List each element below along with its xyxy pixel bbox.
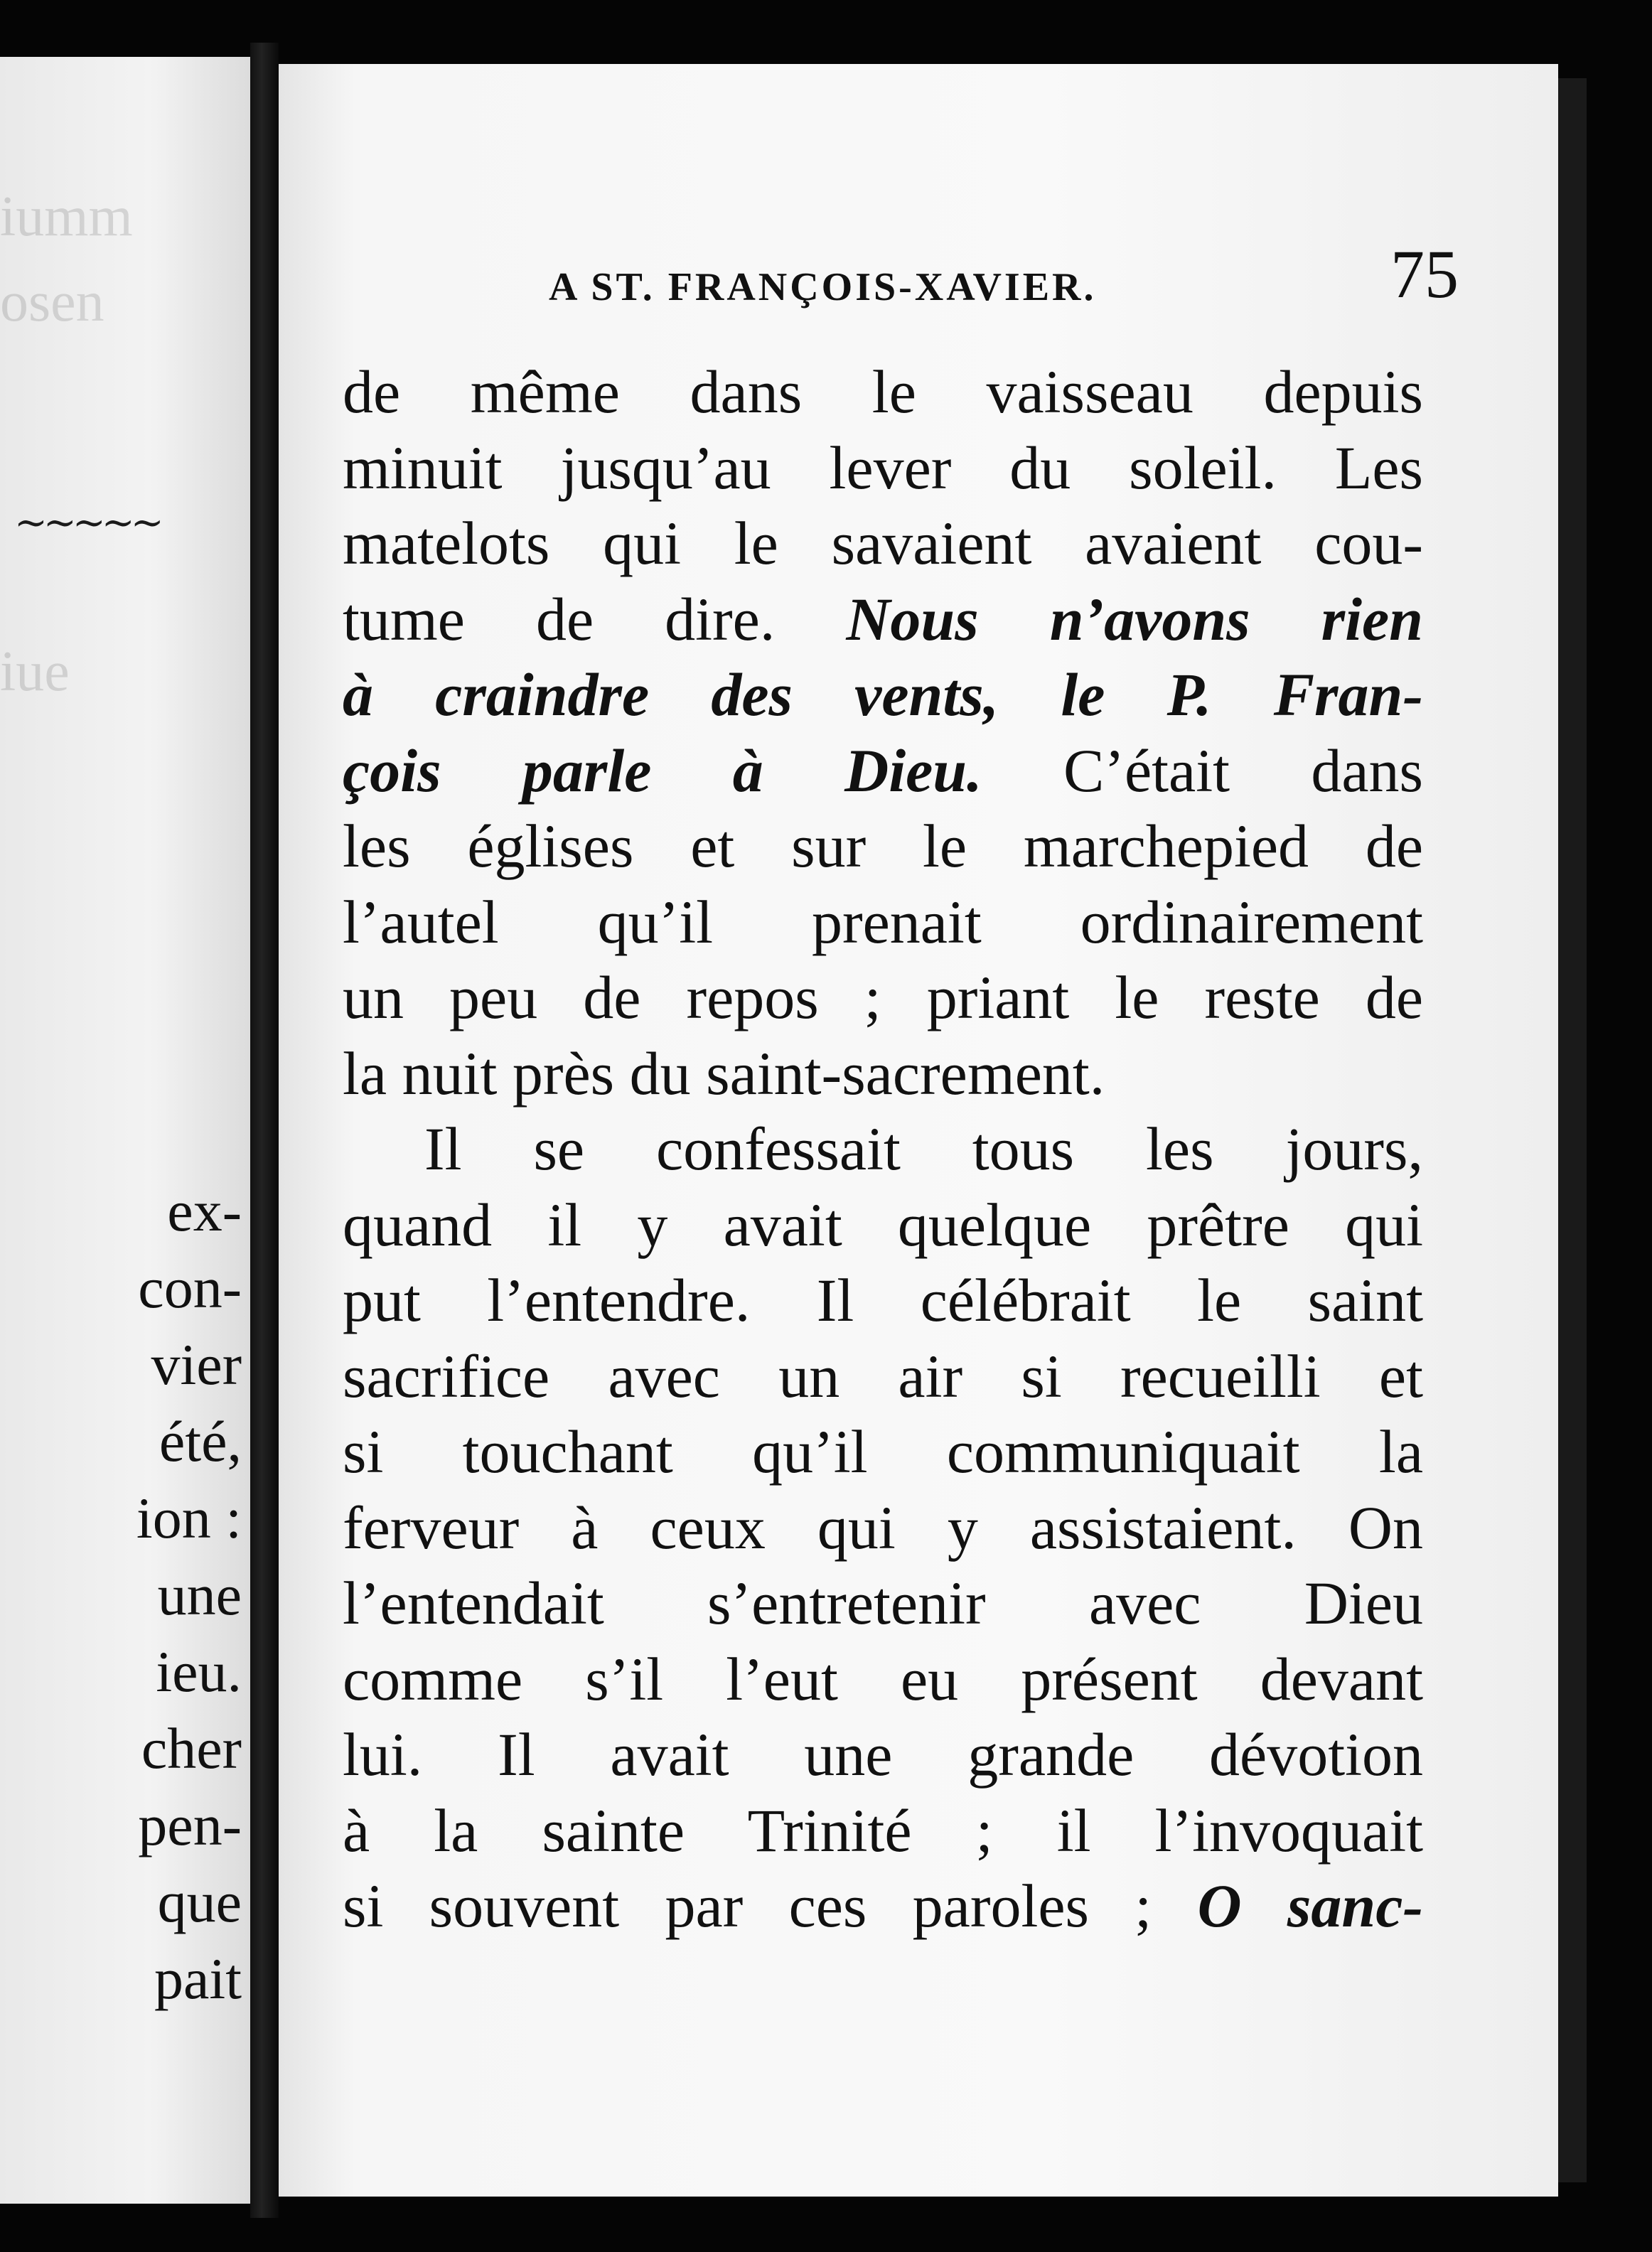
italic-text: O sanc- — [1197, 1872, 1424, 1940]
text-segment: Il se confessait tous les jours, — [424, 1115, 1423, 1183]
decorative-rule: ~~~~~ — [14, 500, 160, 546]
text-line — [343, 733, 1423, 809]
text-segment: lui. Il avait une grande dévotion — [343, 1720, 1423, 1789]
left-page-line-fragments — [0, 1173, 242, 2017]
text-line — [343, 1717, 1423, 1793]
left-line-fragment: con- — [138, 1255, 242, 1320]
text-line — [343, 1414, 1423, 1490]
text-line — [343, 581, 1423, 658]
italic-text: Nous n’avons rien — [846, 584, 1423, 653]
left-line-fragment: pen- — [138, 1793, 242, 1857]
text-line — [343, 808, 1423, 884]
text-segment: si souvent par ces paroles ; — [343, 1872, 1198, 1940]
text-segment: minuit jusqu’au lever du soleil. Les — [343, 433, 1423, 502]
left-line-fragment: pait — [154, 1946, 242, 2011]
text-line — [343, 1868, 1423, 1944]
left-line-fragment: ion : — [136, 1486, 242, 1550]
text-line — [343, 1187, 1423, 1263]
text-segment: C’était dans — [982, 736, 1423, 805]
text-line — [343, 1565, 1423, 1641]
page-edge — [1558, 78, 1587, 2182]
text-segment: matelots qui le savaient avaient cou- — [343, 509, 1423, 577]
text-line — [343, 1036, 1423, 1112]
left-line-fragment: ex- — [167, 1179, 242, 1243]
left-line-fragment: que — [157, 1870, 242, 1934]
left-line-fragment: ieu. — [156, 1639, 242, 1704]
text-segment: comme s’il l’eut eu présent devant — [343, 1644, 1423, 1713]
left-line-fragment: une — [157, 1562, 242, 1627]
bleed-through-text: iumm — [0, 186, 133, 248]
text-segment: sacrifice avec un air si recueilli et — [343, 1341, 1423, 1410]
left-line-fragment: été, — [159, 1409, 242, 1474]
text-line — [343, 1490, 1423, 1566]
text-segment: l’autel qu’il prenait ordinairement — [343, 887, 1423, 956]
text-segment: la nuit près du saint-sacrement. — [343, 1039, 1105, 1108]
body-text — [343, 354, 1423, 1944]
right-page — [279, 64, 1558, 2197]
text-line — [343, 884, 1423, 960]
text-line — [343, 1793, 1423, 1869]
text-segment: put l’entendre. Il célébrait le saint — [343, 1266, 1423, 1334]
text-segment: les églises et sur le marchepied de — [343, 812, 1423, 880]
page-number: 75 — [1390, 236, 1459, 312]
left-line-fragment: vier — [151, 1332, 242, 1397]
bleed-through-text: osen — [0, 271, 104, 333]
italic-text: à craindre des vents, le P. Fran- — [343, 660, 1423, 729]
text-line — [343, 354, 1423, 430]
text-line — [343, 1111, 1423, 1187]
text-line — [343, 430, 1423, 506]
left-page — [0, 57, 250, 2204]
text-line — [343, 1339, 1423, 1415]
text-segment: un peu de repos ; priant le reste de — [343, 963, 1423, 1031]
text-line — [343, 505, 1423, 581]
italic-text: çois parle à Dieu. — [343, 736, 982, 805]
text-line — [343, 960, 1423, 1036]
bleed-through-text: iue — [0, 640, 70, 703]
text-segment: à la sainte Trinité ; il l’invoquait — [343, 1796, 1423, 1865]
text-segment: quand il y avait quelque prêtre qui — [343, 1190, 1423, 1259]
book-gutter — [250, 43, 279, 2218]
text-segment: tume de dire. — [343, 584, 847, 653]
text-segment: l’entendait s’entretenir avec Dieu — [343, 1569, 1423, 1637]
running-head: A ST. FRANÇOIS-XAVIER. — [549, 265, 1097, 309]
text-line — [343, 1641, 1423, 1717]
text-line — [343, 1262, 1423, 1339]
text-segment: si touchant qu’il communiquait la — [343, 1417, 1423, 1486]
text-line — [343, 657, 1423, 733]
text-segment: de même dans le vaisseau depuis — [343, 358, 1423, 426]
text-segment: ferveur à ceux qui y assistaient. On — [343, 1493, 1423, 1562]
left-line-fragment: cher — [141, 1716, 242, 1781]
